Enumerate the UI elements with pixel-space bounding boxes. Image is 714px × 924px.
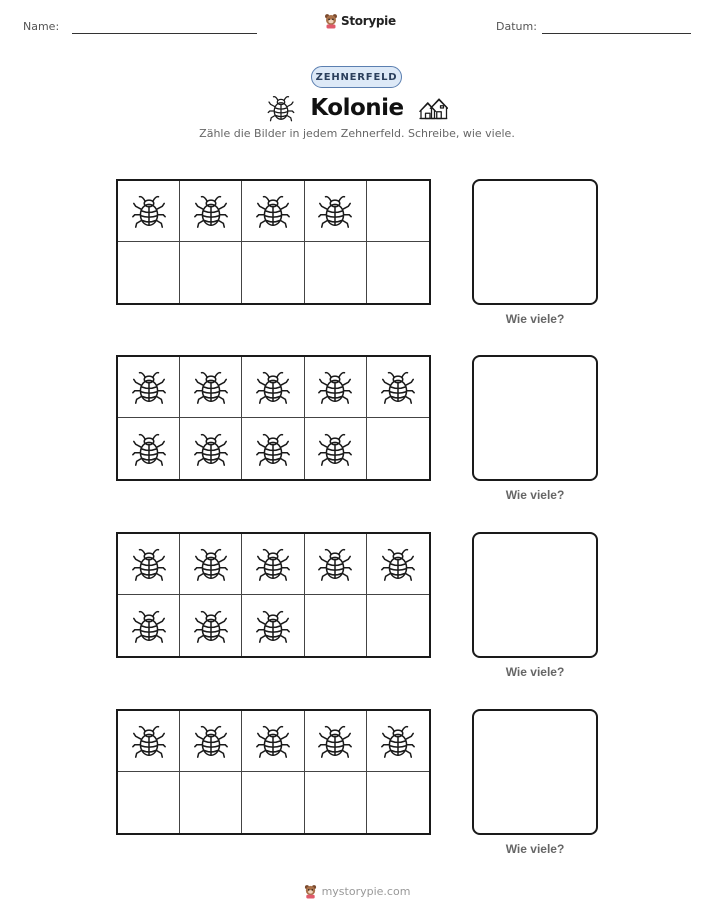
bug-icon — [254, 607, 292, 645]
answer-label: Wie viele? — [505, 665, 565, 679]
frame-cell — [242, 418, 304, 479]
frame-cell — [242, 357, 304, 418]
bug-icon — [130, 192, 168, 230]
frame-cell — [367, 418, 429, 479]
frame-cell — [305, 242, 367, 303]
frame-cell — [367, 357, 429, 418]
bug-icon — [254, 430, 292, 468]
frame-cell — [305, 418, 367, 479]
ten-frame — [116, 179, 431, 305]
answer-label: Wie viele? — [505, 312, 565, 326]
bug-icon — [192, 430, 230, 468]
bug-icon — [316, 545, 354, 583]
bug-icon — [254, 545, 292, 583]
bug-icon — [254, 722, 292, 760]
bug-icon — [130, 607, 168, 645]
frame-cell — [118, 534, 180, 595]
frame-cell — [180, 418, 242, 479]
frame-cell — [242, 534, 304, 595]
houses-icon — [418, 93, 448, 123]
bug-icon — [316, 368, 354, 406]
bug-icon — [316, 430, 354, 468]
frame-cell — [180, 534, 242, 595]
answer-box[interactable] — [472, 179, 598, 305]
name-label: Name: — [23, 20, 60, 33]
bug-icon — [379, 545, 417, 583]
bug-icon — [254, 368, 292, 406]
answer-box[interactable] — [472, 709, 598, 835]
bug-icon — [130, 545, 168, 583]
frame-cell — [242, 242, 304, 303]
bug-icon — [130, 430, 168, 468]
frame-cell — [180, 357, 242, 418]
bug-icon — [130, 368, 168, 406]
frame-cell — [242, 595, 304, 656]
frame-cell — [118, 418, 180, 479]
frame-cell — [242, 181, 304, 242]
frame-cell — [367, 711, 429, 772]
frame-cell — [305, 772, 367, 833]
bug-icon — [379, 368, 417, 406]
frame-cell — [118, 711, 180, 772]
frame-cell — [118, 357, 180, 418]
answer-box[interactable] — [472, 532, 598, 658]
bug-icon — [254, 192, 292, 230]
frame-cell — [242, 711, 304, 772]
ten-frame — [116, 532, 431, 658]
bug-icon — [316, 192, 354, 230]
bug-icon — [316, 722, 354, 760]
ten-frame — [116, 709, 431, 835]
brand-logo — [324, 13, 396, 29]
frame-cell — [242, 772, 304, 833]
page-title: Kolonie — [310, 95, 404, 121]
frame-cell — [367, 181, 429, 242]
worksheet-type-badge: ZEHNERFELD — [311, 66, 402, 88]
answer-label: Wie viele? — [505, 488, 565, 502]
frame-cell — [367, 242, 429, 303]
frame-cell — [118, 595, 180, 656]
frame-cell — [118, 181, 180, 242]
answer-label: Wie viele? — [505, 842, 565, 856]
bug-icon — [266, 93, 296, 123]
frame-cell — [367, 534, 429, 595]
frame-cell — [305, 711, 367, 772]
date-write-line[interactable] — [542, 33, 691, 34]
date-label: Datum: — [496, 20, 537, 33]
name-write-line[interactable] — [72, 33, 257, 34]
frame-cell — [180, 711, 242, 772]
bug-icon — [192, 545, 230, 583]
bug-icon — [192, 722, 230, 760]
frame-cell — [367, 595, 429, 656]
footer — [0, 884, 714, 899]
frame-cell — [180, 595, 242, 656]
frame-cell — [180, 772, 242, 833]
frame-cell — [305, 181, 367, 242]
footer-url: mystorypie.com — [321, 885, 411, 898]
frame-cell — [305, 357, 367, 418]
title-row — [0, 91, 714, 125]
frame-cell — [180, 181, 242, 242]
frame-cell — [367, 772, 429, 833]
bug-icon — [130, 722, 168, 760]
storypie-mascot-icon — [304, 884, 317, 899]
bug-icon — [192, 192, 230, 230]
ten-frame — [116, 355, 431, 481]
bug-icon — [192, 607, 230, 645]
frame-cell — [180, 242, 242, 303]
frame-cell — [305, 595, 367, 656]
answer-box[interactable] — [472, 355, 598, 481]
instructions: Zähle die Bilder in jedem Zehnerfeld. Schreibe, wie viele. — [199, 127, 515, 140]
frame-cell — [118, 242, 180, 303]
brand-name: Storypie — [341, 14, 396, 28]
storypie-mascot-icon — [324, 13, 338, 29]
frame-cell — [305, 534, 367, 595]
frame-cell — [118, 772, 180, 833]
bug-icon — [379, 722, 417, 760]
bug-icon — [192, 368, 230, 406]
